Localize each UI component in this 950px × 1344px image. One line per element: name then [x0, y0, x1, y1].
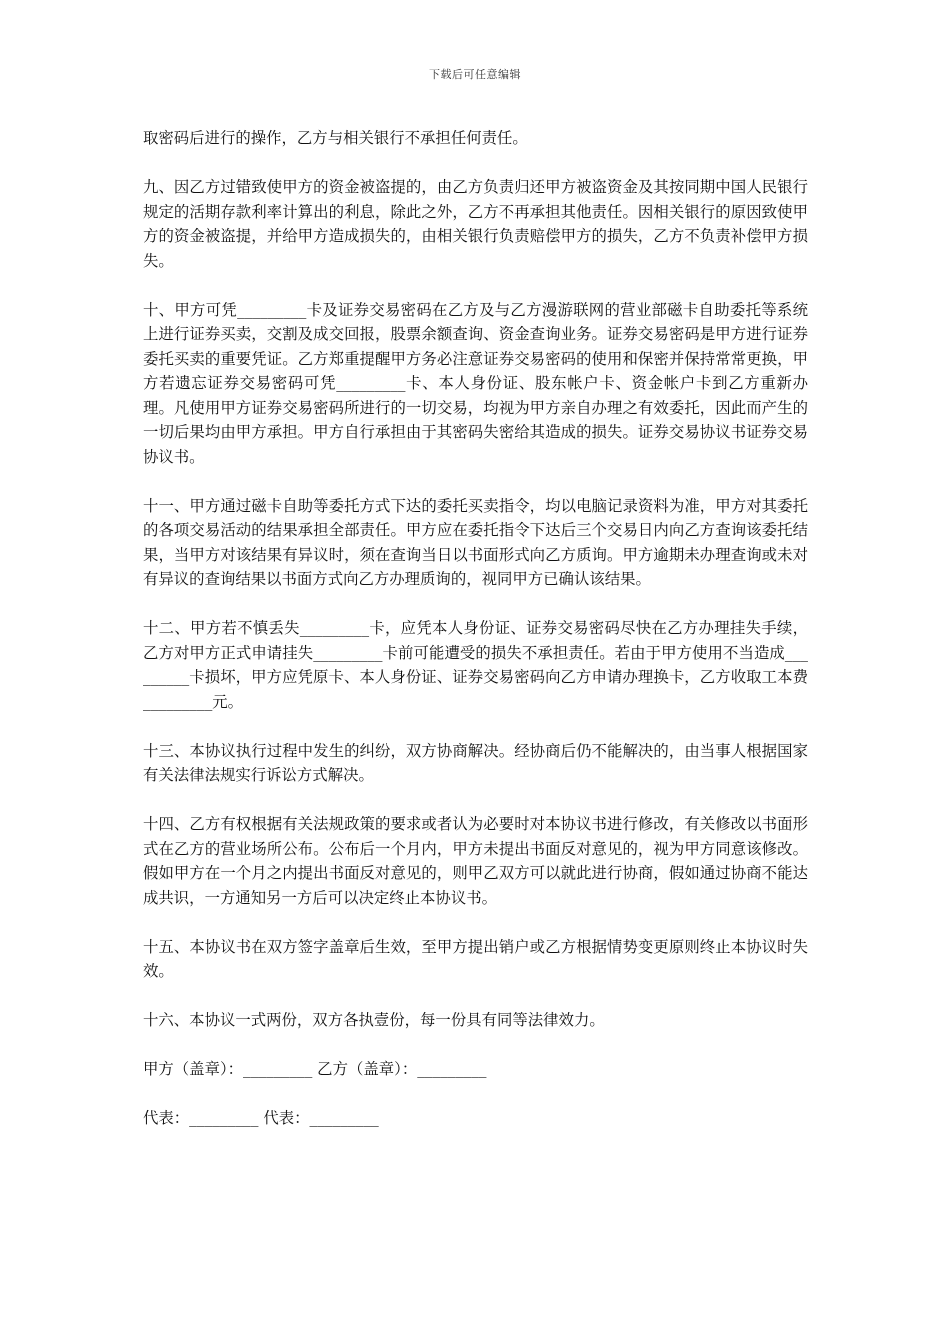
document-body	[143, 126, 808, 1155]
clause-16: 十六、本协议一式两份，双方各执壹份，每一份具有同等法律效力。	[143, 1011, 605, 1029]
clause-14: 十四、乙方有权根据有关法规政策的要求或者认为必要时对本协议书进行修改，有关修改以书面形式在乙方的营业场所公布。公布后一个月内，甲方未提出书面反对意见的，视为甲方同意该修改。假如甲方在一个月之内提出书面反对意见的，则甲乙双方可以就此进行协商，假如通过协商不能达成共识，一方通知另一方后可以决定终止本协议书。	[143, 815, 808, 907]
clause-15: 十五、本协议书在双方签字盖章后生效，至甲方提出销户或乙方根据情势变更原则终止本协议时失效。	[143, 937, 808, 980]
paragraph-continuation: 取密码后进行的操作，乙方与相关银行不承担任何责任。	[143, 129, 528, 147]
page-header: 下载后可任意编辑	[429, 68, 521, 81]
clause-9: 九、因乙方过错致使甲方的资金被盗提的，由乙方负责归还甲方被盗资金及其按同期中国人民银行规定的活期存款利率计算出的利息，除此之外，乙方不再承担其他责任。因相关银行的原因致使甲方的资金被盗提，并给甲方造成损失的，由相关银行负责赔偿甲方的损失，乙方不负责补偿甲方损失。	[143, 178, 808, 270]
signature-representative-line: 代表：_________ 代表：_________	[143, 1109, 379, 1127]
clause-12: 十二、甲方若不慎丢失_________卡，应凭本人身份证、证券交易密码尽快在乙方办理挂失手续，乙方对甲方正式申请挂失_________卡前可能遭受的损失不承担责任。若由于甲方使用不当造成_________卡损坏，甲方应凭原卡、本人身份证、证券交易密码向乙方申请办理换卡，乙方收取工本费_________元。	[143, 619, 808, 711]
clause-13: 十三、本协议执行过程中发生的纠纷，双方协商解决。经协商后仍不能解决的，由当事人根据国家有关法律法规实行诉讼方式解决。	[143, 741, 808, 784]
signature-party-line: 甲方（盖章）：_________ 乙方（盖章）：_________	[143, 1060, 487, 1078]
clause-11: 十一、甲方通过磁卡自助等委托方式下达的委托买卖指令，均以电脑记录资料为准，甲方对其委托的各项交易活动的结果承担全部责任。甲方应在委托指令下达后三个交易日内向乙方查询该委托结果，当甲方对该结果有异议时，须在查询当日以书面形式向乙方质询。甲方逾期未办理查询或未对有异议的查询结果以书面方式向乙方办理质询的，视同甲方已确认该结果。	[143, 496, 808, 588]
clause-10: 十、甲方可凭_________卡及证券交易密码在乙方及与乙方漫游联网的营业部磁卡自助委托等系统上进行证券买卖，交割及成交回报，股票余额查询、资金查询业务。证券交易密码是甲方进行证券委托买卖的重要凭证。乙方郑重提醒甲方务必注意证券交易密码的使用和保密并保持常常更换，甲方若遗忘证券交易密码可凭_________卡、本人身份证、股东帐户卡、资金帐户卡到乙方重新办理。凡使用甲方证券交易密码所进行的一切交易，均视为甲方亲自办理之有效委托，因此而产生的一切后果均由甲方承担。甲方自行承担由于其密码失密给其造成的损失。证券交易协议书证券交易协议书。	[143, 300, 808, 466]
